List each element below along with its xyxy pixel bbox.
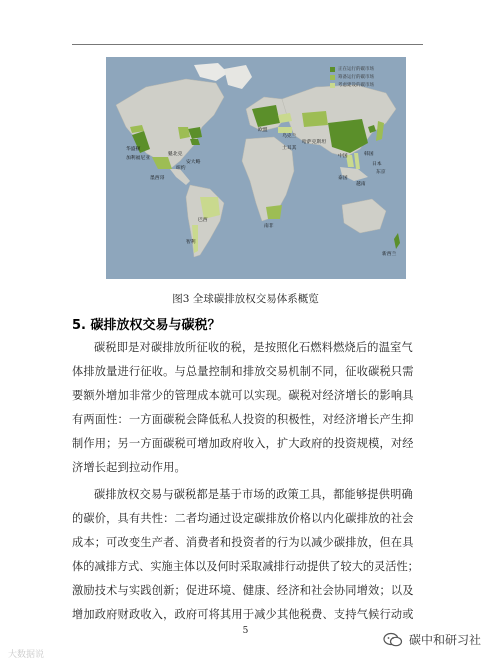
paragraph-line: 的碳价，具有共性：二者均通过设定碳排放价格以内化碳排放的社会 xyxy=(72,512,414,525)
map-label-tokyo: 东京 xyxy=(376,170,386,175)
legend-swatch-operating xyxy=(330,67,335,72)
legend-item xyxy=(330,65,398,73)
map-label-mexico: 墨西哥 xyxy=(150,176,165,181)
page-number: 5 xyxy=(242,626,249,636)
map-label-turkey: 土耳其 xyxy=(282,146,297,151)
watermark-right xyxy=(383,631,481,648)
paragraph-line: 成本；可改变生产者、消费者和投资者的行为以减少碳排放，但在具 xyxy=(72,536,414,549)
map-label-china: 中国 xyxy=(338,154,348,159)
paragraph-line: 济增长起到拉动作用。 xyxy=(72,461,186,474)
header-rule xyxy=(72,44,423,45)
legend-swatch-scheduled xyxy=(330,75,335,80)
legend-label: 正在运行的碳市场 xyxy=(338,67,374,72)
paragraph-line: 体的减排方式、实施主体以及何时采取减排行动提供了较大的灵活性； xyxy=(72,560,419,573)
paragraph-line: 增加政府财政收入，政府可将其用于减少其他税费、支持气候行动或 xyxy=(72,608,414,621)
legend-label: 考虑建设的碳市场 xyxy=(338,83,374,88)
map-label-japan: 日本 xyxy=(372,162,382,167)
map-label-south-africa: 南非 xyxy=(264,224,274,229)
watermark-left: 大数据说 xyxy=(8,650,45,660)
paragraph-line: 碳税即是对碳排放所征收的税，是按照化石燃料燃烧后的温室气 xyxy=(94,341,413,354)
paragraph-line: 体排放量进行征收。与总量控制和排放交易机制不同，征收碳税只需 xyxy=(72,365,414,378)
watermark-text: 碳中和研习社 xyxy=(408,633,481,647)
paragraph-line: 碳排放权交易与碳税都是基于市场的政策工具，都能够提供明确 xyxy=(94,488,413,501)
figure-caption: 图3 全球碳排放权交易体系概览 xyxy=(172,293,319,305)
map-label-eu: 欧盟 xyxy=(258,128,268,133)
map-label-new-zealand: 新西兰 xyxy=(382,252,397,257)
market-kazakhstan xyxy=(302,111,328,127)
section-heading: 5. 碳排放权交易与碳税？ xyxy=(72,318,221,333)
legend-item xyxy=(330,81,398,89)
paragraph-line: 制作用；另一方面碳税可增加政府收入，扩大政府的投资规模，对经 xyxy=(72,437,414,450)
map-label-vietnam: 越南 xyxy=(356,182,366,187)
paragraph-line: 要额外增加非常少的管理成本就可以实现。碳税对经济增长的影响具 xyxy=(72,389,414,402)
legend-label: 筹备运行的碳市场 xyxy=(338,75,374,80)
market-south-africa xyxy=(266,205,282,219)
map-label-chile: 智利 xyxy=(186,240,196,245)
map-label-ontario: 安大略 xyxy=(186,160,201,165)
map-label-ukraine: 乌克兰 xyxy=(282,134,297,139)
map-label-new-york: 纽约 xyxy=(176,166,186,171)
wechat-icon xyxy=(383,632,403,648)
map-label-thailand: 泰国 xyxy=(338,176,348,181)
legend-item xyxy=(330,73,398,81)
map-label-korea: 韩国 xyxy=(364,152,374,157)
world-map-graphic xyxy=(106,57,406,279)
map-legend xyxy=(330,65,398,89)
legend-swatch-considered xyxy=(330,83,335,88)
paragraph-line: 有两面性：一方面碳税会降低私人投资的积极性，对经济增长产生抑 xyxy=(72,413,414,426)
map-label-kazakhstan: 哈萨克斯坦 xyxy=(302,140,326,145)
world-carbon-market-map xyxy=(106,57,406,279)
map-label-quebec: 魁北克 xyxy=(168,152,183,157)
map-label-brazil: 巴西 xyxy=(198,218,208,223)
paragraph-line: 激励技术与实践创新；促进环境、健康、经济和社会协同增效；以及 xyxy=(72,584,414,597)
market-turkey xyxy=(278,127,292,133)
map-label-washington: 华盛顿 xyxy=(126,147,141,152)
market-ontario xyxy=(178,127,190,139)
map-label-california: 加利福尼亚 xyxy=(126,156,150,161)
